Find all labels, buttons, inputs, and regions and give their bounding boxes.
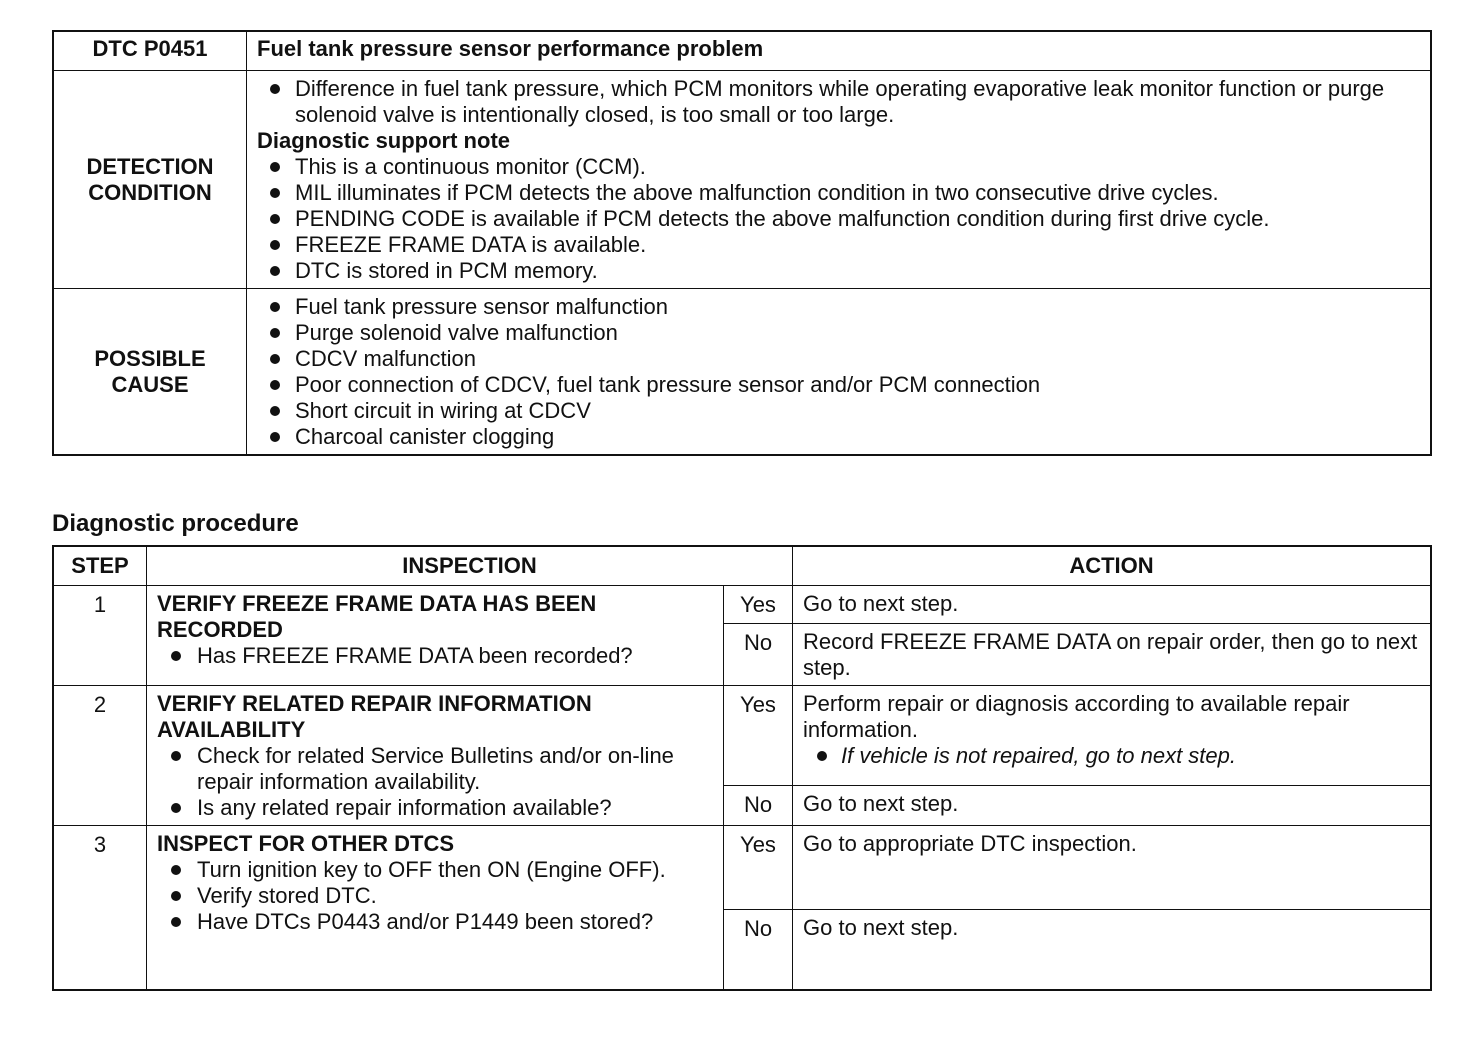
cause-bullet: Short circuit in wiring at CDCV — [257, 398, 1420, 424]
possible-cause-row — [53, 289, 1431, 456]
step-title: VERIFY FREEZE FRAME DATA HAS BEEN RECORDED — [157, 591, 597, 642]
no-label: No — [724, 624, 793, 686]
support-bullet: This is a continuous monitor (CCM). — [257, 154, 1420, 180]
step-2-yes-row — [53, 686, 1431, 786]
procedure-table — [52, 545, 1432, 991]
step-number: 1 — [53, 586, 147, 686]
yes-action-cell — [793, 686, 1432, 786]
step-number: 3 — [53, 826, 147, 990]
dtc-title: Fuel tank pressure sensor performance problem — [247, 31, 1432, 71]
yes-action-bullets — [803, 743, 1420, 769]
no-action: Record FREEZE FRAME DATA on repair order, then go to next step. — [793, 624, 1432, 686]
dtc-table — [52, 30, 1432, 456]
no-label: No — [724, 786, 793, 826]
support-note-heading: Diagnostic support note — [257, 128, 510, 153]
detection-row — [53, 71, 1431, 289]
step-title: VERIFY RELATED REPAIR INFORMATION AVAILABILITY — [157, 691, 592, 742]
step-bullets — [157, 857, 713, 935]
step-bullet: Is any related repair information available? — [157, 795, 713, 821]
yes-action: Go to appropriate DTC inspection. — [793, 826, 1432, 910]
yes-label: Yes — [724, 686, 793, 786]
step-bullets — [157, 743, 713, 821]
header-action: ACTION — [793, 546, 1432, 586]
no-label: No — [724, 910, 793, 990]
detection-label-line1: DETECTION — [86, 153, 214, 179]
possible-cause-label — [53, 289, 247, 456]
possible-cause-label-line2: CAUSE — [111, 371, 189, 397]
cause-bullet: Purge solenoid valve malfunction — [257, 320, 1420, 346]
detection-content — [247, 71, 1432, 289]
support-bullet: DTC is stored in PCM memory. — [257, 258, 1420, 284]
support-bullet: MIL illuminates if PCM detects the above malfunction condition in two consecutive drive cycles. — [257, 180, 1420, 206]
step-bullets — [157, 643, 713, 669]
cause-bullet: Charcoal canister clogging — [257, 424, 1420, 450]
step-inspection — [147, 826, 724, 990]
step-1-yes-row — [53, 586, 1431, 624]
cause-list — [257, 294, 1420, 450]
yes-label: Yes — [724, 826, 793, 910]
step-bullet: Have DTCs P0443 and/or P1449 been stored? — [157, 909, 713, 935]
support-note-list — [257, 154, 1420, 284]
detection-label — [53, 71, 247, 289]
possible-cause-label-line1: POSSIBLE — [94, 345, 206, 371]
step-bullet: Turn ignition key to OFF then ON (Engine OFF). — [157, 857, 713, 883]
no-action: Go to next step. — [793, 786, 1432, 826]
yes-label: Yes — [724, 586, 793, 624]
yes-action-sub-bullet: If vehicle is not repaired, go to next step. — [803, 743, 1420, 769]
step-inspection — [147, 586, 724, 686]
detection-list — [257, 76, 1420, 128]
yes-action: Perform repair or diagnosis according to available repair information. — [803, 691, 1350, 742]
header-step: STEP — [53, 546, 147, 586]
header-inspection: INSPECTION — [147, 546, 793, 586]
procedure-title: Diagnostic procedure — [52, 510, 299, 537]
step-inspection — [147, 686, 724, 826]
step-3-yes-row — [53, 826, 1431, 910]
support-bullet: PENDING CODE is available if PCM detects the above malfunction condition during first drive cycle. — [257, 206, 1420, 232]
possible-cause-content — [247, 289, 1432, 456]
step-bullet: Verify stored DTC. — [157, 883, 713, 909]
dtc-code: DTC P0451 — [53, 31, 247, 71]
yes-action: Go to next step. — [793, 586, 1432, 624]
step-bullet: Check for related Service Bulletins and/or on-line repair information availability. — [157, 743, 713, 795]
cause-bullet: Fuel tank pressure sensor malfunction — [257, 294, 1420, 320]
dtc-header-row — [53, 31, 1431, 71]
step-number: 2 — [53, 686, 147, 826]
no-action: Go to next step. — [793, 910, 1432, 990]
step-bullet: Has FREEZE FRAME DATA been recorded? — [157, 643, 713, 669]
detection-bullet: Difference in fuel tank pressure, which PCM monitors while operating evaporative leak monitor function or purge solenoid valve is intentionally closed, is too small or too large. — [257, 76, 1420, 128]
support-bullet: FREEZE FRAME DATA is available. — [257, 232, 1420, 258]
cause-bullet: Poor connection of CDCV, fuel tank pressure sensor and/or PCM connection — [257, 372, 1420, 398]
step-title: INSPECT FOR OTHER DTCS — [157, 831, 455, 856]
procedure-header-row — [53, 546, 1431, 586]
cause-bullet: CDCV malfunction — [257, 346, 1420, 372]
detection-label-line2: CONDITION — [88, 179, 212, 205]
